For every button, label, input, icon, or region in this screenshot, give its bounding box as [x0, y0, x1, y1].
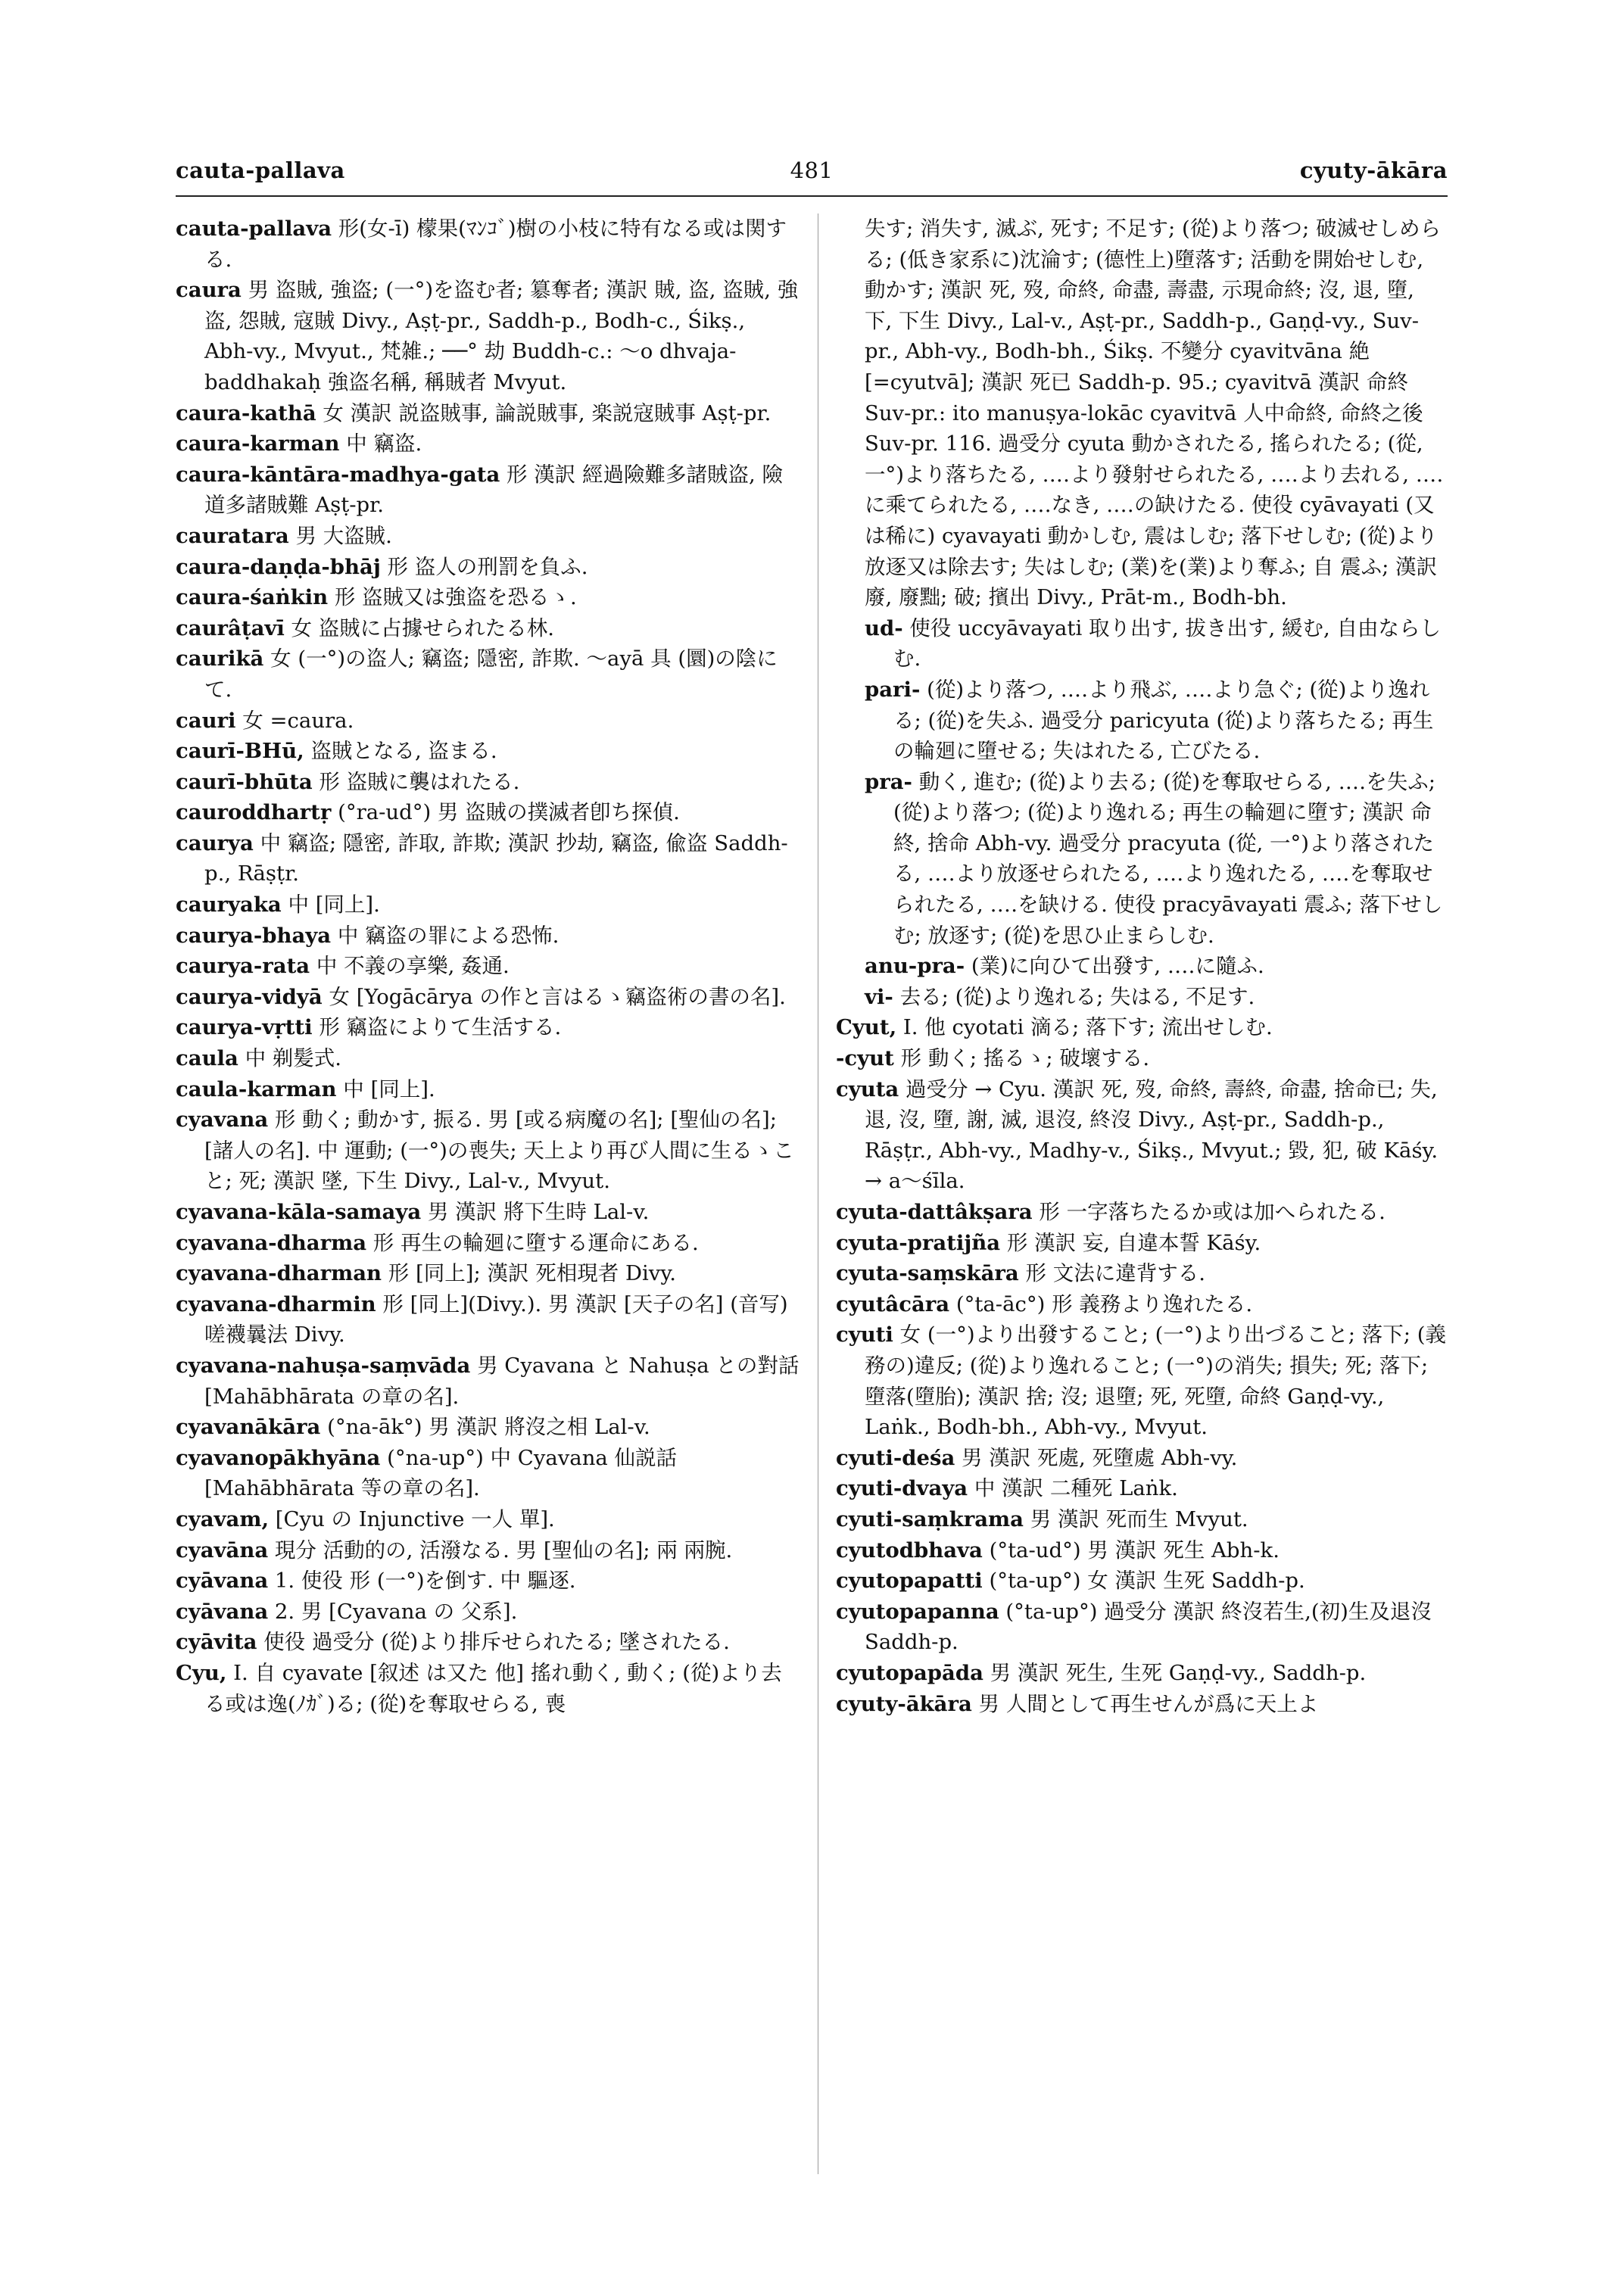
sub-entry: [836, 675, 1448, 767]
headword: cyuta-saṃskāra: [836, 1261, 1019, 1286]
entry-definition: 過受分 → Cyu. 漢訳 死, 歿, 命終, 壽終, 命盡, 捨命已; 失, 退, 沒, 墮, 謝, 滅, 退沒, 終沒 Divy., Aṣṭ-pr., Saddh-p., Rāṣṭr., Abh-vy., Madhy-v., Śikṣ., Mvyut.; 毀, 犯, 破 Kāśy. → a～śīla.: [865, 1076, 1439, 1194]
dictionary-entry: [176, 275, 800, 397]
dictionary-entry: [176, 982, 800, 1013]
headword: cyutopapāda: [836, 1660, 983, 1685]
entry-definition: I. 他 cyotati 滴る; 落下す; 流出せしむ.: [896, 1015, 1273, 1040]
dictionary-entry: [176, 921, 800, 952]
dictionary-entry: [176, 1289, 800, 1351]
entry-definition: 使役 過受分 (從)より排斥せられたる; 墜されたる.: [257, 1630, 730, 1655]
dictionary-entry: [176, 1012, 800, 1043]
entry-definition: 男 大盗賊.: [288, 523, 392, 548]
entry-definition: 男 漢訳 死處, 死墮處 Abh-vy.: [955, 1445, 1238, 1470]
headword: cyutopapatti: [836, 1569, 983, 1594]
entry-definition: 女 (一°)より出發すること; (一°)より出づること; 落下; (義務の)違反; (從)より逸れること; (一°)の消失; 損失; 死; 落下; 墮落(墮胎); 漢訳 捨; 沒; 退墮; 死, 死墮, 命終 Gaṇḍ-vy., Laṅk., Bodh-bh., Abh-vy., Mvyut.: [865, 1323, 1447, 1440]
headword: cyavanopākhyāna: [176, 1445, 381, 1470]
entry-definition: 形 [同上](Divy.). 男 漢訳 [天子の名] (音写)嗟襪曩法 Divy.: [204, 1291, 788, 1347]
dictionary-entry: [176, 889, 800, 921]
headword: cauratara: [176, 523, 289, 548]
headword: Cyu,: [176, 1660, 227, 1685]
headword: cyuti-dvaya: [836, 1476, 968, 1501]
headword: cyuti: [836, 1323, 893, 1347]
entry-definition: 中 竊盗の罪による恐怖.: [331, 923, 560, 948]
entry-definition: (°ta-āc°) 形 義務より逸れたる.: [949, 1291, 1253, 1316]
entry-definition: 女 漢訳 説盗賊事, 論説賊事, 楽説寇賊事 Aṣṭ-pr.: [316, 400, 771, 425]
dictionary-entry: [176, 767, 800, 798]
entry-definition: 中 剃髪式.: [238, 1046, 342, 1071]
headword: caurya: [176, 830, 254, 855]
left-column: [176, 213, 800, 2174]
entry-definition: 形 一字落ちたるか或は加へられたる.: [1032, 1200, 1386, 1224]
entry-definition: 使役 uccyāvayati 取り出す, 拔き出す, 緩む, 自由ならしむ.: [893, 615, 1441, 671]
dictionary-entry: [836, 1074, 1448, 1197]
headword: vi-: [865, 984, 893, 1009]
right-guide-word: cyuty-ākāra: [1299, 157, 1448, 183]
entry-definition: 現分 活動的の, 活潑なる. 男 [聖仙の名]; 兩 兩腕.: [268, 1537, 733, 1562]
entry-definition: (業)に向ひて出發す, ‥‥に隨ふ.: [965, 954, 1264, 979]
headword: cyutâcāra: [836, 1291, 950, 1316]
dictionary-entry: [176, 460, 800, 521]
headword: cyavanākāra: [176, 1415, 321, 1440]
entry-definition: (°ta-ud°) 男 漢訳 死生 Abh-k.: [982, 1537, 1280, 1562]
dictionary-entry: [176, 1566, 800, 1597]
dictionary-entry: [176, 1043, 800, 1074]
entry-definition: 女 (一°)の盗人; 竊盗; 隱密, 詐欺. ～ayā 具 (圜)の陰にて.: [204, 646, 778, 702]
headword: cyuta-pratijña: [836, 1230, 1001, 1255]
header-rule: [176, 195, 1448, 197]
headword: cyuti-deśa: [836, 1445, 955, 1470]
dictionary-entry: [176, 951, 800, 982]
dictionary-entry: [176, 613, 800, 644]
entry-definition: 失す; 消失す, 滅ぶ, 死す; 不足す; (從)より落つ; 破滅せしめらる; (低き家系に)沈淪す; (德性上)墮落す; 活動を開始せしむ, 動かす; 漢訳 死, 歿, 命終, 命盡, 壽盡, 示現命終; 沒, 退, 墮, 下, 下生 Divy., Lal-v., Aṣṭ-pr., Saddh-p., Gaṇḍ-vy., Suv-pr., Abh-vy., Bodh-bh., Śikṣ. 不變分 cyavitvāna 絶 [=cyutvā]; 漢訳 死已 Saddh-p. 95.; cyavitvā 漢訳 命終 Suv-pr.: ito manuṣya-lokāc cyavitvā 人中命終, 命終之後 Suv-pr. 116. 過受分 cyuta 動かされたる, 搖られたる; (從, 一°)より落ちたる, ‥‥より發射せられたる, ‥‥より去れる, ‥‥に乘てられたる, ‥‥なき, ‥‥の缺けたる. 使役 cyāvayati (又は稀に) cyavayati 動かしむ, 震はしむ; 落下せしむ; (從)より放逐又は除去す; 失はしむ; (業)を(業)より奪ふ; 自 震ふ; 漢訳 廢, 廢黜; 破; 擯出 Divy., Prāt-m., Bodh-bh.: [865, 217, 1444, 610]
headword: caula-karman: [176, 1076, 337, 1101]
dictionary-entry: [836, 1597, 1448, 1658]
headword: caula: [176, 1046, 238, 1071]
entry-definition: (°ta-up°) 過受分 漢訳 終沒若生,(初)生及退沒 Saddh-p.: [865, 1599, 1432, 1655]
dictionary-entry: [176, 521, 800, 552]
headword: caurâṭavī: [176, 615, 285, 640]
entry-definition: 中 竊盗; 隱密, 詐取, 詐欺; 漢訳 抄劫, 竊盗, 偸盗 Saddh-p., Rāṣṭr.: [204, 830, 788, 886]
headword: cyuty-ākāra: [836, 1691, 972, 1716]
headword: caura: [176, 278, 242, 303]
headword: caurī-bhūta: [176, 769, 313, 794]
dictionary-entry: [836, 1689, 1448, 1720]
dictionary-entry: [176, 1104, 800, 1197]
dictionary-entry: [836, 1443, 1448, 1474]
headword: cauri: [176, 708, 236, 733]
entry-definition: [Cyu の Injunctive 一人 單].: [269, 1506, 555, 1531]
dictionary-entry: [176, 1658, 800, 1719]
headword: anu-pra-: [865, 954, 965, 979]
entry-definition: 男 盗賊, 強盗; (一°)を盗む者; 簒奪者; 漢訳 賊, 盗, 盗賊, 強盗, 怨賊, 寇賊 Divy., Aṣṭ-pr., Saddh-p., Bodh-c., Śikṣ., Abh-vy., Mvyut., 梵雑.; ──° 劫 Buddh-c.: ～o dhvaja-baddhakaḥ 強盗名稱, 稱賊者 Mvyut.: [204, 278, 799, 394]
sub-entry: [836, 982, 1448, 1013]
entry-definition: (°ta-up°) 女 漢訳 生死 Saddh-p.: [982, 1569, 1305, 1594]
entry-definition: 形 竊盗によりて生活する.: [312, 1015, 562, 1040]
dictionary-entry: [836, 1566, 1448, 1597]
headword: pra-: [865, 769, 912, 794]
dictionary-entry: [176, 1412, 800, 1443]
dictionary-entry: [176, 1443, 800, 1504]
entry-definition: 形 漢訳 妄, 自違本誓 Kāśy.: [1000, 1230, 1261, 1255]
headword: cyutopapanna: [836, 1599, 999, 1624]
entry-definition: 形 盗賊又は強盗を恐るゝ.: [328, 585, 577, 610]
headword: cyāvana: [176, 1599, 269, 1624]
entry-definition: 1. 使役 形 (一°)を倒す. 中 驅逐.: [268, 1569, 576, 1594]
headword: caurya-rata: [176, 954, 310, 979]
sub-entry: [836, 767, 1448, 952]
headword: caura-kāntāra-madhya-gata: [176, 462, 500, 487]
headword: cyavana-dharman: [176, 1261, 382, 1286]
dictionary-entry: [176, 582, 800, 613]
entry-definition: 形 動く; 搖るゝ; 破壞する.: [893, 1046, 1150, 1071]
page-number: 481: [790, 157, 834, 183]
headword: caura-śaṅkin: [176, 585, 329, 610]
headword: cyavam,: [176, 1506, 270, 1531]
dictionary-entry: [176, 552, 800, 583]
headword: cyavana-kāla-samaya: [176, 1200, 422, 1224]
dictionary-entry: [176, 1504, 800, 1535]
dictionary-entry: [176, 1627, 800, 1658]
headword: -cyut: [836, 1046, 894, 1071]
dictionary-entry: [176, 736, 800, 767]
entry-definition: 女 盗賊に占據せられたる林.: [284, 615, 555, 640]
dictionary-entry: [836, 1319, 1448, 1442]
entry-definition: (從)より落つ, ‥‥より飛ぶ, ‥‥より急ぐ; (從)より逸れる; (從)を失ふ. 過受分 paricyuta (從)より落ちたる; 再生の輪廻に墮せる; 失はれたる, 亡びたる.: [893, 677, 1434, 764]
dictionary-entry: [836, 1197, 1448, 1228]
dictionary-entry: [176, 1597, 800, 1628]
headword: pari-: [865, 677, 921, 702]
dictionary-entry: [836, 1658, 1448, 1689]
running-head: [176, 157, 1448, 188]
dictionary-entry: [176, 398, 800, 429]
dictionary-entry: [836, 213, 1448, 613]
headword: caura-karman: [176, 431, 340, 456]
dictionary-entry: [176, 1074, 800, 1105]
entry-definition: I. 自 cyavate [叙述 は又た 他] 搖れ動く, 動く; (從)より去る或は逸(ﾉｶﾞ)る; (從)を奪取せらる, 喪: [204, 1660, 782, 1716]
headword: caurikā: [176, 646, 264, 671]
entry-definition: 形 動く; 動かす, 振る. 男 [或る病魔の名]; [聖仙の名]; [諸人の名]. 中 運動; (一°)の喪失; 天上より再び人間に生るゝこと; 死; 漢訳 墜, 下生 Divy., Lal-v., Mvyut.: [204, 1108, 794, 1194]
entry-definition: 男 人間として再生せんが爲に天上よ: [971, 1691, 1319, 1716]
dictionary-entry: [836, 1228, 1448, 1259]
dictionary-entry: [176, 1258, 800, 1289]
headword: cyāvana: [176, 1569, 269, 1594]
entry-definition: 中 [同上].: [336, 1076, 435, 1101]
entry-definition: 盗賊となる, 盗まる.: [304, 739, 497, 764]
entry-definition: 形 盗賊に襲はれたる.: [312, 769, 520, 794]
headword: cyavana-dharma: [176, 1230, 367, 1255]
dictionary-entry: [176, 797, 800, 828]
dictionary-entry: [176, 1197, 800, 1228]
entry-definition: 去る; (從)より逸れる; 失はる, 不足す.: [893, 984, 1255, 1009]
dictionary-entry: [836, 1535, 1448, 1566]
entry-definition: 動く, 進む; (從)より去る; (從)を奪取せらる, ‥‥を失ふ; (從)より落つ; (從)より逸れる; 再生の輪廻に墮す; 漢訳 命終, 捨命 Abh-vy. 過受分 pracyuta (從, 一°)より落されたる, ‥‥より放逐せられたる, ‥‥より逸れたる, ‥‥を奪取せられたる, ‥‥を缺ける. 使役 pracyāvayati 震ふ; 落下せしむ; 放逐す; (從)を思ひ止まらしむ.: [893, 769, 1443, 948]
entry-definition: 形(女-ī) 檬果(ﾏﾝｺﾞ)樹の小枝に特有なる或は関する.: [204, 217, 787, 272]
entry-definition: 形 再生の輪廻に墮する運命にある.: [366, 1230, 699, 1255]
dictionary-entry: [836, 1289, 1448, 1320]
dictionary-entry: [836, 1504, 1448, 1535]
headword: caura-kathā: [176, 400, 316, 425]
dictionary-entry: [176, 1535, 800, 1566]
entry-definition: 形 文法に違背する.: [1018, 1261, 1205, 1286]
headword: caurī-BHū,: [176, 739, 304, 764]
dictionary-entry: [836, 1258, 1448, 1289]
entry-definition: 男 Cyavana と Nahuṣa との對話 [Mahābhārata の章の名].: [204, 1353, 800, 1409]
headword: caurya-vidyā: [176, 984, 323, 1009]
entry-definition: 中 竊盗.: [339, 431, 422, 456]
entry-definition: 男 漢訳 將下生時 Lal-v.: [421, 1200, 650, 1224]
entry-definition: 女 [Yogācārya の作と言はるゝ竊盗術の書の名].: [322, 984, 786, 1009]
dictionary-entry: [836, 1043, 1448, 1074]
dictionary-entry: [176, 428, 800, 460]
dictionary-entry: [176, 706, 800, 737]
entry-definition: 形 [同上]; 漢訳 死相現者 Divy.: [382, 1261, 676, 1286]
headword: cyavana-dharmin: [176, 1291, 376, 1316]
entry-definition: 男 漢訳 死而生 Mvyut.: [1023, 1506, 1248, 1531]
entry-definition: 中 [同上].: [281, 893, 380, 918]
entry-definition: 形 漢訳 經過險難多諸賊盗, 險道多諸賊難 Aṣṭ-pr.: [204, 462, 784, 518]
headword: cyutodbhava: [836, 1537, 983, 1562]
headword: cyuta-dattâkṣara: [836, 1200, 1033, 1224]
dictionary-entry: [836, 1012, 1448, 1043]
entry-definition: 2. 男 [Cyavana の 父系].: [268, 1599, 518, 1624]
headword: cyāvita: [176, 1630, 257, 1655]
headword: cauta-pallava: [176, 217, 332, 241]
entry-definition: 中 不義の享樂, 姦通.: [310, 954, 510, 979]
entry-definition: (°na-up°) 中 Cyavana 仙説話 [Mahābhārata 等の章の名].: [204, 1445, 678, 1501]
headword: cyuti-saṃkrama: [836, 1506, 1024, 1531]
headword: cauryaka: [176, 893, 282, 918]
dictionary-entry: [176, 828, 800, 889]
sub-entry: [836, 613, 1448, 675]
dictionary-entry: [176, 213, 800, 275]
headword: ud-: [865, 615, 903, 640]
headword: Cyut,: [836, 1015, 897, 1040]
dictionary-entry: [176, 1228, 800, 1259]
entry-definition: 形 盗人の刑罰を負ふ.: [380, 554, 588, 579]
headword: cyavana: [176, 1108, 269, 1132]
sub-entry: [836, 951, 1448, 982]
headword: cyuta: [836, 1076, 899, 1101]
entry-definition: 中 漢訳 二種死 Laṅk.: [968, 1476, 1178, 1501]
left-guide-word: cauta-pallava: [176, 157, 345, 183]
entry-definition: 男 漢訳 死生, 生死 Gaṇḍ-vy., Saddh-p.: [983, 1660, 1367, 1685]
entry-definition: (°na-āk°) 男 漢訳 將沒之相 Lal-v.: [320, 1415, 650, 1440]
entry-definition: (°ra-ud°) 男 盗賊の撲滅者卽ち探偵.: [331, 800, 680, 825]
headword: caurya-vṛtti: [176, 1015, 313, 1040]
headword: cauroddhartṛ: [176, 800, 332, 825]
dictionary-entry: [176, 1351, 800, 1412]
headword: cyavāna: [176, 1537, 269, 1562]
dictionary-entry: [836, 1473, 1448, 1504]
right-column: [836, 213, 1448, 2174]
headword: caurya-bhaya: [176, 923, 332, 948]
entry-definition: 女 =caura.: [235, 708, 354, 733]
headword: caura-daṇḍa-bhāj: [176, 554, 381, 579]
headword: cyavana-nahuṣa-saṃvāda: [176, 1353, 471, 1378]
dictionary-entry: [176, 643, 800, 705]
